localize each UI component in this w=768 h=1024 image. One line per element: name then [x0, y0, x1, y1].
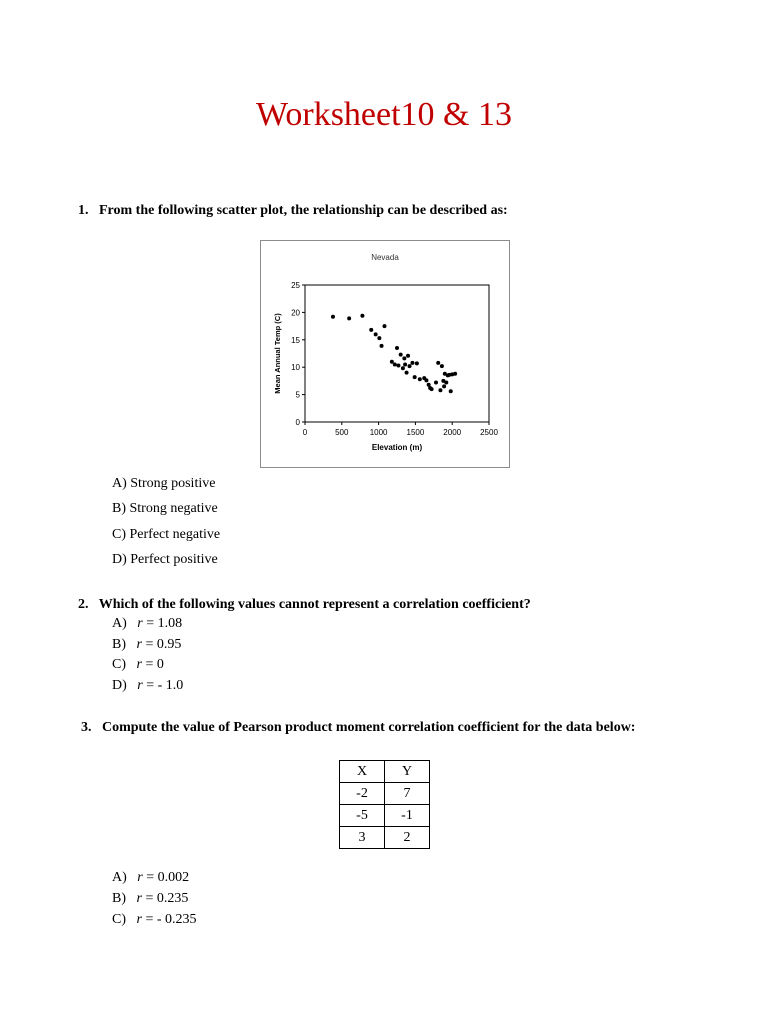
- y-axis-label: Mean Annual Temp (C): [273, 313, 282, 394]
- scatter-point: [434, 381, 438, 385]
- option-letter: B): [112, 891, 126, 906]
- scatter-point: [395, 346, 399, 350]
- q2-option-c: [112, 657, 164, 673]
- y-tick-label: 25: [291, 281, 300, 290]
- y-tick-label: 15: [291, 335, 300, 345]
- q1-option-a: A) Strong positive: [112, 476, 216, 491]
- q3-option-a: [112, 870, 189, 886]
- option-value: = - 1.0: [146, 678, 184, 693]
- q1-option-c: C) Perfect negative: [112, 527, 221, 542]
- scatter-point: [436, 361, 440, 365]
- q1-option-b: B) Strong negative: [112, 501, 218, 516]
- x-tick-label: 1000: [369, 428, 388, 437]
- option-letter: C): [112, 657, 126, 672]
- q2-option-d: [112, 678, 183, 694]
- scatter-point: [403, 362, 407, 366]
- q1-option-d: D) Perfect positive: [112, 552, 218, 567]
- scatter-point: [415, 361, 419, 365]
- x-tick-label: 1500: [406, 428, 425, 437]
- question-2: [78, 597, 531, 613]
- scatter-plot: [260, 240, 510, 468]
- x-tick-label: 0: [302, 428, 308, 437]
- scatter-point: [390, 360, 394, 364]
- table-cell: -1: [385, 805, 430, 827]
- table-header-cell: Y: [385, 761, 430, 783]
- y-tick-label: 0: [295, 418, 300, 427]
- scatter-point: [405, 371, 409, 375]
- scatter-point: [440, 364, 444, 368]
- option-variable: r: [136, 657, 142, 672]
- scatter-point: [360, 314, 364, 318]
- x-tick-label: 2000: [443, 428, 462, 437]
- page-title: Worksheet10 & 13: [256, 96, 512, 133]
- scatter-point: [331, 315, 335, 319]
- x-tick-label: 500: [335, 428, 349, 437]
- y-tick-label: 10: [291, 363, 300, 373]
- question-number: 1.: [78, 203, 89, 218]
- scatter-point: [382, 324, 386, 328]
- y-tick-label: 5: [295, 390, 300, 400]
- scatter-point: [377, 336, 381, 340]
- scatter-point: [399, 353, 403, 357]
- option-variable: r: [136, 637, 142, 652]
- plot-area: [305, 285, 489, 422]
- question-text: Compute the value of Pearson product moment correlation coefficient for the data below:: [102, 720, 636, 735]
- q2-option-a: [112, 616, 182, 632]
- scatter-point: [408, 364, 412, 368]
- table-row: [340, 805, 430, 827]
- option-letter: C): [112, 912, 126, 927]
- question-text: From the following scatter plot, the relationship can be described as:: [99, 203, 508, 218]
- option-value: = 1.08: [146, 616, 183, 631]
- scatter-point: [347, 316, 351, 320]
- y-tick-label: 20: [291, 308, 300, 318]
- scatter-point: [453, 372, 457, 376]
- question-1: [78, 203, 508, 219]
- data-table: [339, 760, 430, 849]
- option-letter: A): [112, 870, 127, 885]
- option-variable: r: [136, 912, 142, 927]
- scatter-point: [413, 375, 417, 379]
- scatter-point: [396, 364, 400, 368]
- scatter-point: [380, 344, 384, 348]
- scatter-point: [442, 384, 446, 388]
- q2-option-b: [112, 637, 181, 653]
- table-row: [340, 827, 430, 849]
- scatter-point: [424, 378, 428, 382]
- q3-option-c: [112, 912, 197, 928]
- option-value: = 0.002: [146, 870, 190, 885]
- scatter-point: [406, 354, 410, 358]
- table-cell: 3: [340, 827, 385, 849]
- option-value: = 0: [145, 657, 164, 672]
- scatter-point: [369, 328, 373, 332]
- scatter-point: [438, 388, 442, 392]
- scatter-point: [401, 366, 405, 370]
- option-letter: A): [112, 616, 127, 631]
- table-row: [340, 783, 430, 805]
- scatter-plot-svg: [261, 241, 509, 467]
- table-header-row: [340, 761, 430, 783]
- scatter-point: [402, 356, 406, 360]
- table-cell: 7: [385, 783, 430, 805]
- option-value: = - 0.235: [145, 912, 197, 927]
- scatter-point: [374, 332, 378, 336]
- question-number: 2.: [78, 597, 89, 612]
- q3-option-b: [112, 891, 188, 907]
- question-3: [81, 720, 635, 736]
- option-value: = 0.95: [145, 637, 182, 652]
- scatter-point: [444, 381, 448, 385]
- x-axis-label: Elevation (m): [371, 443, 423, 452]
- scatter-point: [430, 387, 434, 391]
- table-cell: 2: [385, 827, 430, 849]
- table-header-cell: X: [340, 761, 385, 783]
- table-cell: -5: [340, 805, 385, 827]
- question-text: Which of the following values cannot represent a correlation coefficient?: [98, 597, 531, 612]
- scatter-point: [393, 362, 397, 366]
- option-variable: r: [137, 870, 143, 885]
- table-cell: -2: [340, 783, 385, 805]
- chart-title: Nevada: [371, 253, 399, 262]
- scatter-point: [418, 377, 422, 381]
- option-value: = 0.235: [145, 891, 189, 906]
- scatter-point: [410, 361, 414, 365]
- option-letter: D): [112, 678, 127, 693]
- option-variable: r: [136, 891, 142, 906]
- option-letter: B): [112, 637, 126, 652]
- question-number: 3.: [81, 720, 92, 735]
- option-variable: r: [137, 616, 143, 631]
- x-tick-label: 2500: [480, 428, 498, 437]
- option-variable: r: [137, 678, 143, 693]
- scatter-point: [449, 389, 453, 393]
